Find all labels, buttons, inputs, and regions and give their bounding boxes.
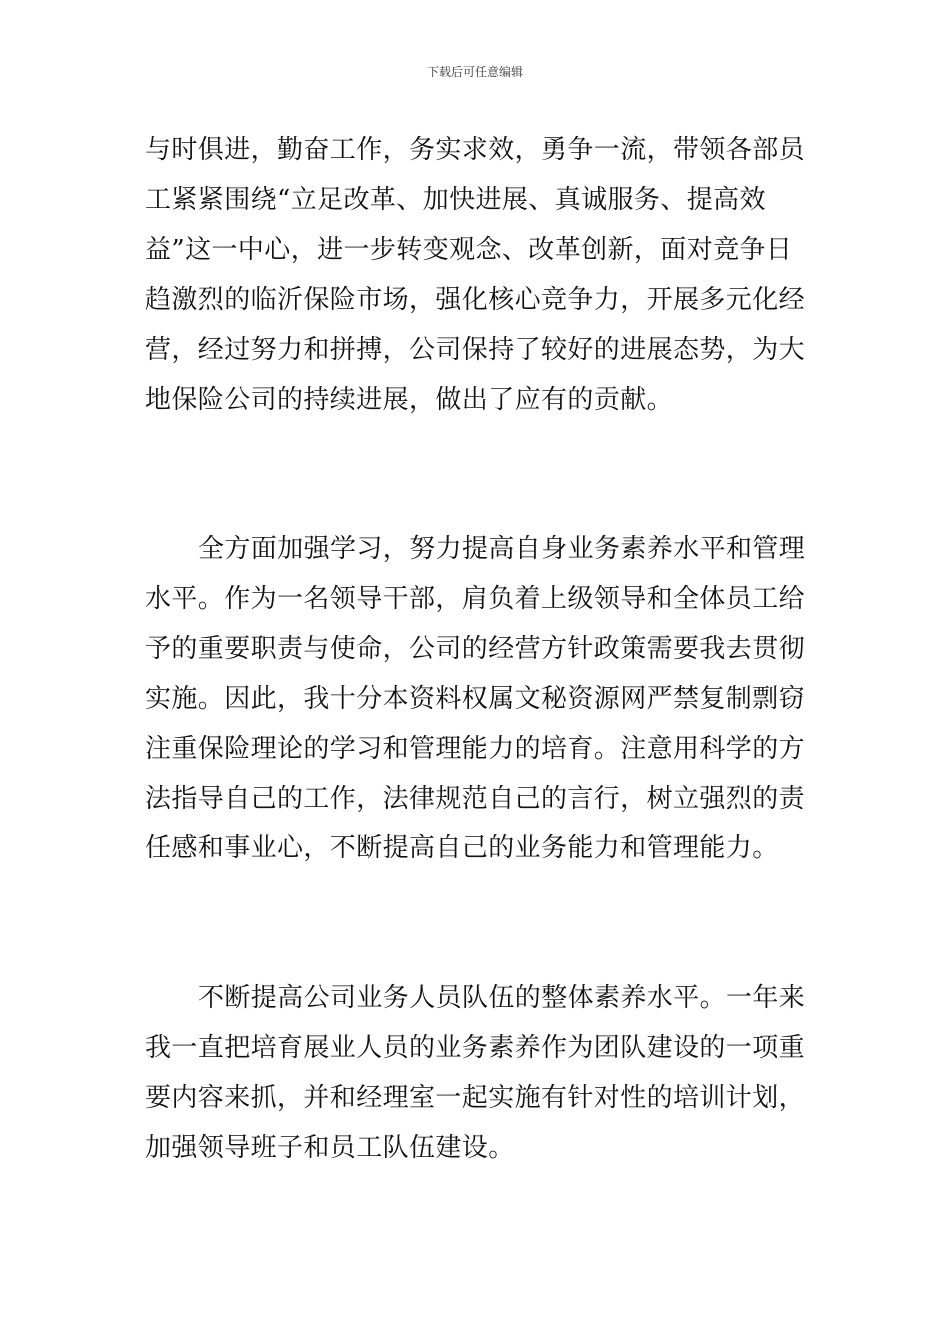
text-line: 益”这一中心，进一步转变观念、改革创新，面对竞争日 <box>145 235 793 265</box>
text-line: 法指导自己的工作，法律规范自己的言行，树立强烈的责 <box>145 784 806 814</box>
text-line: 我一直把培育展业人员的业务素养作为团队建设的一项重 <box>145 1033 806 1063</box>
text-line: 加强领导班子和员工队伍建设。 <box>145 1133 515 1163</box>
text-line: 不断提高公司业务人员队伍的整体素养水平。一年来 <box>198 983 806 1013</box>
text-line: 实施。因此，我十分本资料权属文秘资源网严禁复制剽窃 <box>145 684 806 714</box>
text-line: 水平。作为一名领导干部，肩负着上级领导和全体员工给 <box>145 584 806 614</box>
text-line: 全方面加强学习，努力提高自身业务素养水平和管理 <box>198 534 806 564</box>
text-line: 地保险公司的持续进展，做出了应有的贡献。 <box>145 385 674 415</box>
text-line: 营，经过努力和拼搏，公司保持了较好的进展态势，为大 <box>145 335 806 365</box>
page-header: 下载后可任意编辑 <box>426 65 523 79</box>
text-line: 任感和事业心，不断提高自己的业务能力和管理能力。 <box>145 833 779 863</box>
text-line: 予的重要职责与使命，公司的经营方针政策需要我去贯彻 <box>145 634 806 664</box>
text-line: 工紧紧围绕“立足改革、加快进展、真诚服务、提高效 <box>145 185 766 215</box>
text-line: 与时俱进，勤奋工作，务实求效，勇争一流，带领各部员 <box>145 135 806 165</box>
text-line: 趋激烈的临沂保险市场，强化核心竞争力，开展多元化经 <box>145 285 806 315</box>
text-line: 注重保险理论的学习和管理能力的培育。注意用科学的方 <box>145 734 806 764</box>
text-line: 要内容来抓，并和经理室一起实施有针对性的培训计划， <box>145 1083 806 1113</box>
